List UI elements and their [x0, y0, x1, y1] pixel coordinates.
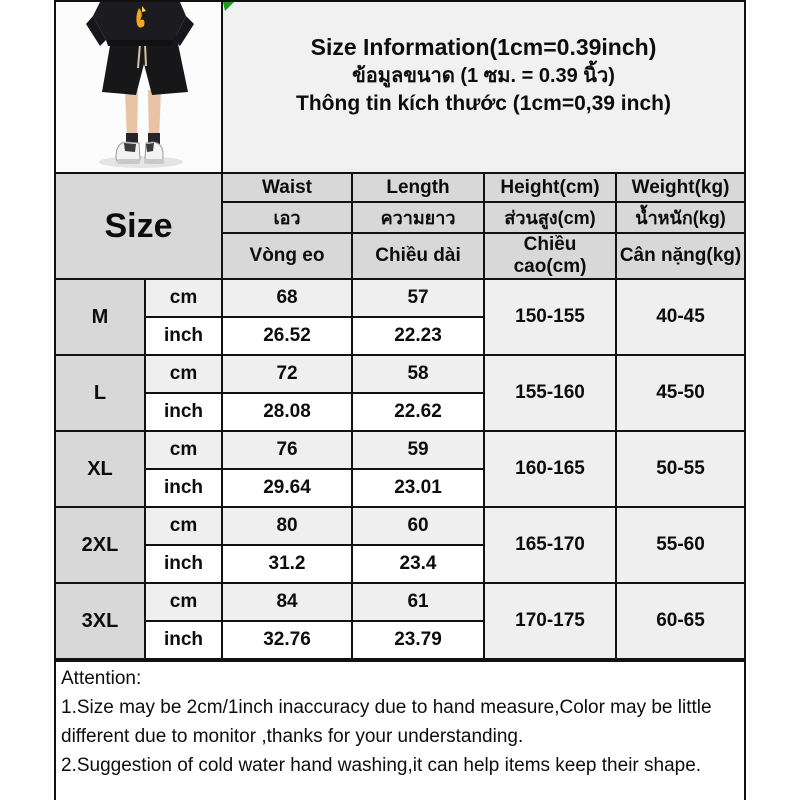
size-table: [54, 172, 746, 660]
unit-cm: cm: [145, 279, 222, 317]
table-row: [55, 355, 745, 393]
col-header-length-en: Length: [352, 173, 484, 202]
length-cm-m: 57: [352, 279, 484, 317]
unit-cm: cm: [145, 355, 222, 393]
length-inch-2xl: 23.4: [352, 545, 484, 583]
header-band: [54, 0, 746, 172]
col-header-height-en: Height(cm): [484, 173, 616, 202]
col-header-weight-en: Weight(kg): [616, 173, 745, 202]
height-range-2xl: 165-170: [484, 507, 616, 583]
unit-inch: inch: [145, 545, 222, 583]
size-label-l: L: [55, 355, 145, 431]
unit-cm: cm: [145, 583, 222, 621]
unit-inch: inch: [145, 469, 222, 507]
col-header-height-th: ส่วนสูง(cm): [484, 202, 616, 233]
waist-inch-m: 26.52: [222, 317, 352, 355]
col-header-weight-th: น้ำหนัก(kg): [616, 202, 745, 233]
attention-heading: Attention:: [61, 668, 142, 689]
waist-cm-m: 68: [222, 279, 352, 317]
waist-inch-xl: 29.64: [222, 469, 352, 507]
table-row: [55, 583, 745, 621]
length-inch-xl: 23.01: [352, 469, 484, 507]
model-photo-illustration: [56, 2, 223, 172]
col-header-waist-en: Waist: [222, 173, 352, 202]
waist-cm-xl: 76: [222, 431, 352, 469]
col-header-length-vi: Chiều dài: [352, 233, 484, 279]
table-row: [55, 279, 745, 317]
table-row: [55, 431, 745, 469]
size-header-cell: Size: [55, 173, 222, 279]
size-label-2xl: 2XL: [55, 507, 145, 583]
length-cm-xl: 59: [352, 431, 484, 469]
weight-range-2xl: 55-60: [616, 507, 745, 583]
height-range-m: 150-155: [484, 279, 616, 355]
height-range-3xl: 170-175: [484, 583, 616, 659]
length-cm-3xl: 61: [352, 583, 484, 621]
waist-inch-3xl: 32.76: [222, 621, 352, 659]
weight-range-xl: 50-55: [616, 431, 745, 507]
waist-cm-3xl: 84: [222, 583, 352, 621]
size-chart-content: [54, 0, 746, 800]
size-label-m: M: [55, 279, 145, 355]
weight-range-m: 40-45: [616, 279, 745, 355]
title-block: [223, 2, 744, 172]
height-range-xl: 160-165: [484, 431, 616, 507]
unit-inch: inch: [145, 393, 222, 431]
length-cm-2xl: 60: [352, 507, 484, 545]
unit-inch: inch: [145, 317, 222, 355]
weight-range-3xl: 60-65: [616, 583, 745, 659]
title-english: Size Information(1cm=0.39inch): [310, 34, 657, 60]
height-range-l: 155-160: [484, 355, 616, 431]
size-label-3xl: 3XL: [55, 583, 145, 659]
weight-range-l: 45-50: [616, 355, 745, 431]
attention-line-1: 1.Size may be 2cm/1inch inaccuracy due to hand measure,Color may be little different due to monitor ,thanks for your understanding.: [61, 697, 712, 747]
waist-cm-l: 72: [222, 355, 352, 393]
length-inch-3xl: 23.79: [352, 621, 484, 659]
size-label-xl: XL: [55, 431, 145, 507]
waist-cm-2xl: 80: [222, 507, 352, 545]
unit-inch: inch: [145, 621, 222, 659]
col-header-length-th: ความยาว: [352, 202, 484, 233]
attention-box: [54, 660, 746, 800]
length-inch-l: 22.62: [352, 393, 484, 431]
product-photo: [56, 2, 223, 172]
length-inch-m: 22.23: [352, 317, 484, 355]
length-cm-l: 58: [352, 355, 484, 393]
col-header-waist-th: เอว: [222, 202, 352, 233]
waist-inch-2xl: 31.2: [222, 545, 352, 583]
title-thai: ข้อมูลขนาด (1 ซม. = 0.39 นิ้ว): [352, 65, 615, 87]
waist-inch-l: 28.08: [222, 393, 352, 431]
col-header-height-vi: Chiều cao(cm): [484, 233, 616, 279]
table-row: [55, 507, 745, 545]
unit-cm: cm: [145, 431, 222, 469]
col-header-waist-vi: Vòng eo: [222, 233, 352, 279]
attention-line-2: 2.Suggestion of cold water hand washing,it can help items keep their shape.: [61, 755, 702, 776]
col-header-weight-vi: Cân nặng(kg): [616, 233, 745, 279]
unit-cm: cm: [145, 507, 222, 545]
title-vietnamese: Thông tin kích thước (1cm=0,39 inch): [296, 92, 671, 115]
